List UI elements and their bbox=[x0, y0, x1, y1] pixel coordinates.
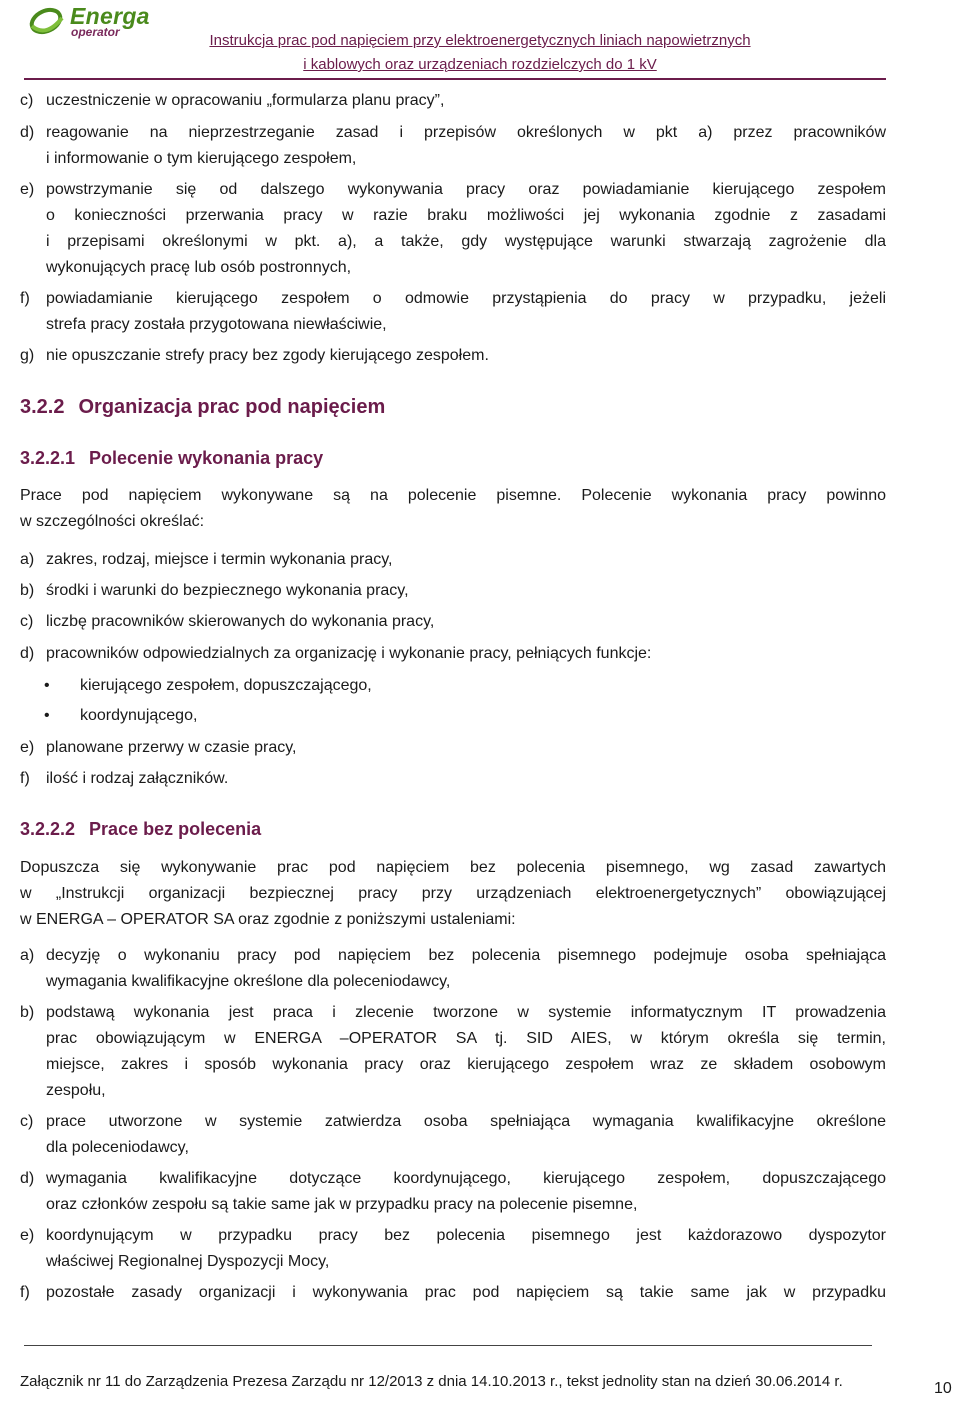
list-item-f-line: pozostałe zasady organizacji i wykonywania prac pod napięciem są takie same jak w przypadku bbox=[46, 1284, 886, 1301]
list-item-d-line: wymagania kwalifikacyjne dotyczące koordynującego, kierującego zespołem, dopuszczającego bbox=[46, 1170, 886, 1187]
list-item-f-line: strefa pracy została przygotowana niewłaściwie, bbox=[46, 316, 387, 333]
list-item-c: uczestniczenie w opracowaniu „formularza planu pracy”, bbox=[46, 92, 445, 109]
list-item-e: planowane przerwy w czasie pracy, bbox=[46, 739, 297, 756]
list-label-f: f) bbox=[20, 770, 30, 787]
list-item-a-line: decyzję o wykonaniu pracy pod napięciem bez polecenia pisemnego podejmuje osoba spełniająca bbox=[46, 947, 886, 964]
header-divider bbox=[24, 78, 886, 80]
list-label-d: d) bbox=[20, 124, 35, 141]
list-label-e: e) bbox=[20, 181, 35, 198]
section-heading-3-2-2-1 bbox=[20, 448, 323, 469]
list-label-a: a) bbox=[20, 947, 35, 964]
list-item-e-line: i przepisami określonymi w pkt. a), a także, gdy występujące warunki stwarzają zagrożenie dla bbox=[46, 233, 886, 250]
section-number: 3.2.2.2 bbox=[20, 819, 76, 839]
footer-note: Załącznik nr 11 do Zarządzenia Prezesa Zarządu nr 12/2013 z dnia 14.10.2013 r., tekst jednolity stan na dzień 30.06.2014 r. bbox=[20, 1373, 843, 1390]
list-label-b: b) bbox=[20, 1004, 35, 1021]
list-item-a: zakres, rodzaj, miejsce i termin wykonania pracy, bbox=[46, 551, 393, 568]
list-item-c-line: dla poleceniodawcy, bbox=[46, 1139, 189, 1156]
list-label-d: d) bbox=[20, 1170, 35, 1187]
section-number: 3.2.2.1 bbox=[20, 448, 76, 468]
bullet-item: kierującego zespołem, dopuszczającego, bbox=[80, 677, 372, 694]
footer-divider bbox=[24, 1345, 872, 1346]
list-item-b-line: prac obowiązującym w ENERGA –OPERATOR SA tj. SID AIES, w którym określa się termin, bbox=[46, 1030, 886, 1047]
list-item-c: liczbę pracowników skierowanych do wykonania pracy, bbox=[46, 613, 435, 630]
list-item-b-line: zespołu, bbox=[46, 1082, 106, 1099]
list-item-d-line: i informowanie o tym kierującego zespołem, bbox=[46, 150, 357, 167]
section-title: Polecenie wykonania pracy bbox=[89, 448, 324, 468]
list-label-c: c) bbox=[20, 92, 34, 109]
section-heading-3-2-2 bbox=[20, 396, 385, 419]
list-item-d: pracowników odpowiedzialnych za organizację i wykonanie pracy, pełniących funkcje: bbox=[46, 645, 652, 662]
list-label-d: d) bbox=[20, 645, 35, 662]
list-label-f: f) bbox=[20, 1284, 30, 1301]
list-item-e-line: koordynującym w przypadku pracy bez polecenia pisemnego jest każdorazowo dyspozytor bbox=[46, 1227, 886, 1244]
section-heading-3-2-2-2 bbox=[20, 819, 261, 840]
page-number: 10 bbox=[934, 1380, 952, 1397]
list-item-a-line: wymagania kwalifikacyjne określone dla poleceniodawcy, bbox=[46, 973, 451, 990]
document-title-line-1: Instrukcja prac pod napięciem przy elektroenergetycznych liniach napowietrznych bbox=[209, 32, 751, 49]
list-item-b: środki i warunki do bezpiecznego wykonania pracy, bbox=[46, 582, 409, 599]
list-item-d-line: reagowanie na nieprzestrzeganie zasad i przepisów określonych w pkt a) przez pracowników bbox=[46, 124, 886, 141]
list-label-e: e) bbox=[20, 1227, 35, 1244]
paragraph-line: Prace pod napięciem wykonywane są na polecenie pisemne. Polecenie wykonania pracy powinno bbox=[20, 487, 886, 504]
logo-subtitle: operator bbox=[71, 25, 120, 39]
bullet-icon: • bbox=[44, 707, 50, 724]
list-item-e-line: właściwej Regionalnej Dyspozycji Mocy, bbox=[46, 1253, 330, 1270]
list-item-e-line: o konieczności przerwania pracy w razie braku możliwości jej wykonania zgodnie z zasadami bbox=[46, 207, 886, 224]
paragraph-line: w „Instrukcji organizacji bezpiecznej pracy przy urządzeniach elektroenergetycznych” obowiązującej bbox=[20, 885, 886, 902]
list-item-f-line: powiadamianie kierującego zespołem o odmowie przystąpienia do pracy w przypadku, jeżeli bbox=[46, 290, 886, 307]
paragraph-line: w szczególności określać: bbox=[20, 513, 205, 530]
bullet-item: koordynującego, bbox=[80, 707, 198, 724]
list-item-e-line: wykonujących pracę lub osób postronnych, bbox=[46, 259, 352, 276]
list-item-f: ilość i rodzaj załączników. bbox=[46, 770, 229, 787]
list-label-a: a) bbox=[20, 551, 35, 568]
paragraph-line: w ENERGA – OPERATOR SA oraz zgodnie z poniższymi ustaleniami: bbox=[20, 911, 516, 928]
list-label-g: g) bbox=[20, 347, 35, 364]
section-title: Prace bez polecenia bbox=[89, 819, 262, 839]
list-item-d-line: oraz członków zespołu są takie same jak w przypadku pracy na polecenie pisemne, bbox=[46, 1196, 638, 1213]
section-title: Organizacja prac pod napięciem bbox=[78, 396, 386, 418]
list-label-c: c) bbox=[20, 613, 34, 630]
list-item-b-line: podstawą wykonania jest praca i zlecenie tworzone w systemie informatycznym IT prowadzenia bbox=[46, 1004, 886, 1021]
document-title-line-2: i kablowych oraz urządzeniach rozdzielczych do 1 kV bbox=[303, 56, 657, 73]
logo-wordmark: Energa bbox=[70, 3, 150, 29]
list-item-c-line: prace utworzone w systemie zatwierdza osoba spełniająca wymagania kwalifikacyjne określone bbox=[46, 1113, 886, 1130]
list-label-f: f) bbox=[20, 290, 30, 307]
paragraph-line: Dopuszcza się wykonywanie prac pod napięciem bez polecenia pisemnego, wg zasad zawartych bbox=[20, 859, 886, 876]
list-item-b-line: miejsce, zakres i sposób wykonania pracy oraz kierującego zespołem wraz ze składem osobowym bbox=[46, 1056, 886, 1073]
list-item-e-line: powstrzymanie się od dalszego wykonywania pracy oraz powiadamianie kierującego zespołem bbox=[46, 181, 886, 198]
bullet-icon: • bbox=[44, 677, 50, 694]
section-number: 3.2.2 bbox=[20, 396, 65, 418]
list-label-c: c) bbox=[20, 1113, 34, 1130]
logo-swoosh-icon bbox=[28, 6, 64, 37]
list-label-e: e) bbox=[20, 739, 35, 756]
list-item-g: nie opuszczanie strefy pracy bez zgody kierującego zespołem. bbox=[46, 347, 489, 364]
list-label-b: b) bbox=[20, 582, 35, 599]
